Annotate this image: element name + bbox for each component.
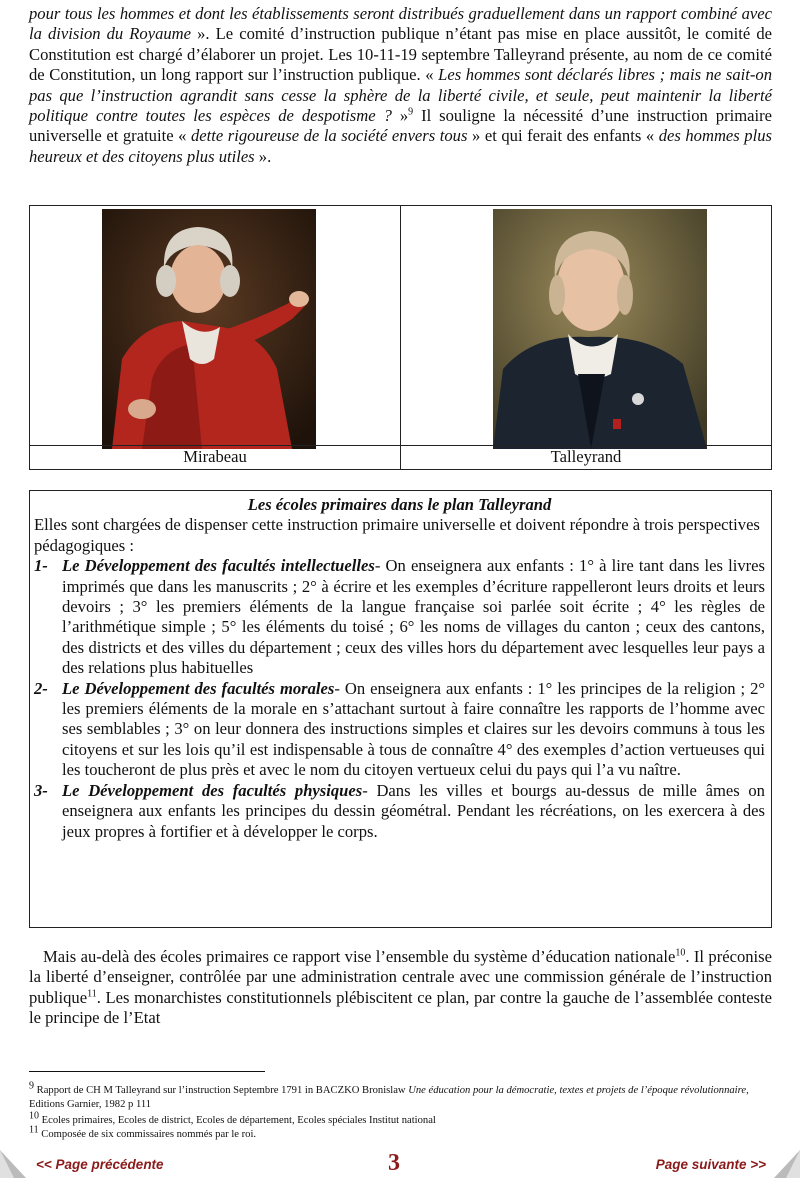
perspective-item — [34, 781, 765, 842]
portrait-cell-talleyrand — [401, 206, 771, 469]
para2-text-a: Mais au-delà des écoles primaires ce rapport vise l’ensemble du système d’éducation nationale — [43, 947, 676, 966]
footnote-9 — [29, 1080, 772, 1113]
footnote-ref-10: 10 — [675, 947, 686, 959]
intro-text-3: » et qui ferait des enfants « — [467, 126, 659, 146]
perspective-number: 3- — [34, 780, 48, 800]
mirabeau-portrait — [102, 209, 316, 449]
intro-italic-3: des hommes plus heureux et des citoyens plus utiles — [29, 126, 772, 166]
footnote-number: 9 — [29, 1080, 34, 1092]
box-intro: Elles sont chargées de dispenser cette instruction primaire universelle et doivent répondre à trois perspectives pédagogiques : — [34, 515, 760, 555]
intro-italic-2: dette rigoureuse de la société envers tous — [190, 126, 468, 146]
footnote-divider — [29, 1071, 265, 1072]
next-page-link[interactable]: Page suivante >> — [655, 1157, 766, 1172]
perspective-lead: Le Développement des facultés morales — [62, 678, 335, 698]
intro-text-2: Il souligne la nécessité d’une instruction primaire universelle et gratuite « — [29, 106, 772, 146]
perspective-item — [34, 556, 765, 678]
footnote-10 — [29, 1110, 772, 1128]
footnote-ref-9: 9 — [408, 106, 414, 118]
footnote-ref-11: 11 — [87, 988, 97, 1000]
second-paragraph — [29, 947, 772, 1029]
talleyrand-portrait — [493, 209, 707, 449]
perspective-number: 1- — [34, 556, 48, 576]
intro-text-end: ». — [254, 146, 272, 166]
page-number: 3 — [388, 1150, 400, 1176]
page-navigation — [0, 1150, 800, 1178]
footnote-11 — [29, 1124, 772, 1142]
perspective-number: 2- — [34, 678, 48, 698]
portrait-caption-mirabeau: Mirabeau — [30, 445, 400, 467]
perspective-text: - Dans les villes et bourgs au-dessus de mille âmes on enseignera aux enfants les principes du dessin géométral. Pendant les récréations, on les exercera à des jeux propres à fortifier et à développer le corps. — [62, 780, 765, 841]
perspective-text: - On enseignera aux enfants : 1° les principes de la religion ; 2° les premiers éléments de la morale en s’attachant surtout à faire connaître les rapports de l’homme avec ses semblables ; 3° on leur donnera des instructions simples et claires sur les devoirs communs à tous les citoyens et sur les lois qu’il est indispensable à tous de connaître 4° des exemples d’action vertueuses qui les toucheront de plus près et avec le nom du citoyen vertueux celui du pays qui l’a vu naître. — [62, 678, 766, 780]
perspective-lead: Le Développement des facultés intellectuelles — [62, 556, 375, 576]
para2-text-b: . Il préconise la liberté d’enseigner, contrôlée par une administration centrale avec une commission générale de l’instruction publique — [29, 947, 772, 1007]
footnote-text: Ecoles primaires, Ecoles de district, Ecoles de département, Ecoles spéciales Institut national — [39, 1115, 436, 1126]
perspective-lead: Le Développement des facultés physiques — [62, 780, 363, 800]
footnote-number: 10 — [29, 1110, 39, 1122]
portrait-cell-mirabeau — [30, 206, 401, 469]
footnote-text: Composée de six commissaires nommés par le roi. — [38, 1129, 257, 1140]
intro-quote-close: » — [391, 106, 409, 126]
perspective-item — [34, 679, 765, 781]
portraits-table — [29, 205, 772, 470]
intro-quote: Les hommes sont déclarés libres ; mais ne sait-on pas que l’instruction agrandit sans cesse la sphère de la liberté civile, et seule, peut maintenir la liberté politique contre toutes les espèces de despotisme ? — [29, 65, 772, 126]
intro-italic-1: pour tous les hommes et dont les établissements seront distribués graduellement dans un rapport combiné avec la division du Royaume — [29, 4, 772, 44]
para2-text-c: . Les monarchistes constitutionnels plébiscitent ce plan, par contre la gauche de l’assemblée conteste le principe de l’Etat — [29, 987, 772, 1028]
footnote-title: Une éducation pour la démocratie, textes et projets de l’époque révolutionnaire — [408, 1085, 747, 1096]
perspective-text: - On enseignera aux enfants : 1° à lire tant dans les livres imprimés que dans les manuscrits ; 2° à écrire et les exemples d’écriture rappelleront leurs droits et leurs devoirs ; 3° les premiers éléments de la langue française soi parlée soit écrite ; 4° les règles de l’arithmétique simple ; 5° les éléments du toisé ; 6° les noms de villages du canton ; ceux des cantons, des districts et des villes du département ; ceux des villes hors du département avec lesquelles leur pays a des relations plus habituelles — [62, 556, 766, 678]
perspectives-list — [34, 556, 765, 842]
portrait-caption-talleyrand: Talleyrand — [401, 445, 771, 467]
intro-paragraph — [29, 4, 772, 167]
box-title: Les écoles primaires dans le plan Talleyrand — [247, 495, 552, 514]
previous-page-link[interactable]: << Page précédente — [36, 1157, 164, 1172]
intro-text-1: ». Le comité d’instruction publique n’étant pas mise en place aussitôt, le comité de Constitution est chargé d’élaborer un projet. Les 10-11-19 septembre Talleyrand présente, au nom de ce comité de Constitution, un long rapport sur l’instruction publique. « — [29, 24, 773, 85]
footnote-text: Rapport de CH M Talleyrand sur l’instruction Septembre 1791 in BACZKO Bronislaw — [34, 1085, 409, 1096]
ecoles-primaires-box — [29, 490, 772, 928]
footnote-number: 11 — [29, 1124, 39, 1136]
footnote-text: , Editions Garnier, 1982 p 111 — [29, 1085, 749, 1111]
